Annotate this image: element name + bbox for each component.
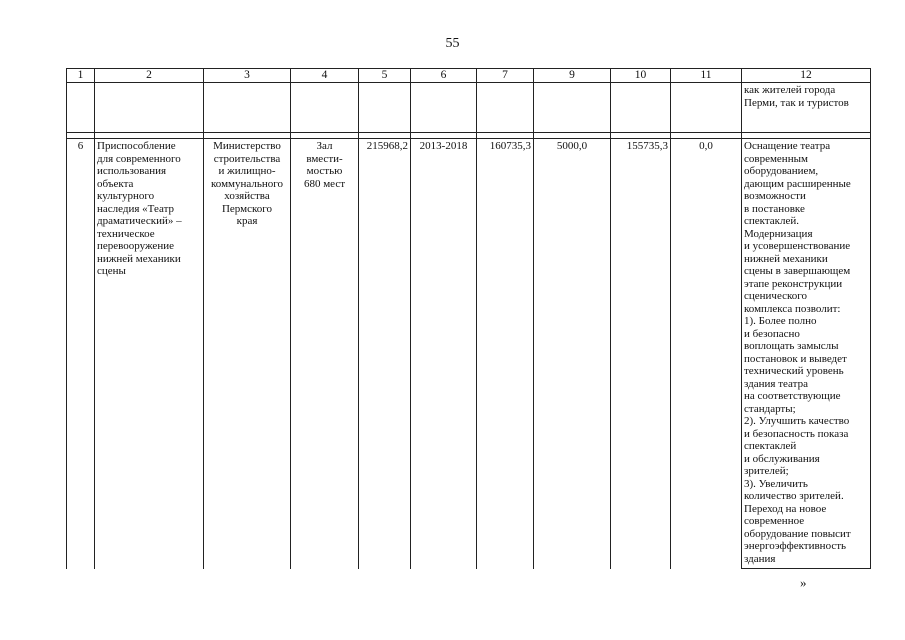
header-cell: 10: [611, 69, 671, 83]
header-cell: 5: [359, 69, 411, 83]
column-9-value: 5000,0: [534, 139, 611, 569]
customer: Министерство строительства и жилищно- коммунального хозяйства Пермского края: [204, 139, 291, 569]
continuation-row: [67, 83, 871, 133]
header-cell: 12: [742, 69, 871, 83]
header-cell: 7: [477, 69, 534, 83]
header-cell: 9: [534, 69, 611, 83]
description: Оснащение театра современным оборудованием, дающим расширенные возможности в постановке спектаклей. Модернизация и усовершенствование нижней механики сцены в завершающем этапе реконструкции сценического комплекса позволит: 1). Более полно и безопасно воплощать замыслы постановок и выведет технический уровень здания театра на соответствующие стандарты; 2). Улучшить качество и безопасность показа спектаклей и обслуживания зрителей; 3). Увеличить количество зрителей. Переход на новое современное оборудование повысит энергоэффективность здания: [742, 139, 871, 569]
total-cost: 215968,2: [359, 139, 411, 569]
header-cell: 11: [671, 69, 742, 83]
header-cell: 6: [411, 69, 477, 83]
page-number: 55: [445, 36, 460, 51]
column-7-value: 160735,3: [477, 139, 534, 569]
row-number: 6: [67, 139, 95, 569]
header-cell: 1: [67, 69, 95, 83]
table-row: [67, 139, 871, 569]
continuation-text: как жителей города Перми, так и туристов: [742, 83, 871, 133]
data-table: [66, 68, 871, 569]
project-name: Приспособление для современного использования объекта культурного наследия «Театр драматический» – техническое перевооружение нижней механики сцены: [95, 139, 204, 569]
column-10-value: 155735,3: [611, 139, 671, 569]
header-row: [67, 69, 871, 83]
header-cell: 3: [204, 69, 291, 83]
header-cell: 4: [291, 69, 359, 83]
capacity: Зал вмести- мостью 680 мест: [291, 139, 359, 569]
closing-quote: »: [800, 575, 807, 590]
period: 2013-2018: [411, 139, 477, 569]
header-cell: 2: [95, 69, 204, 83]
column-11-value: 0,0: [671, 139, 742, 569]
